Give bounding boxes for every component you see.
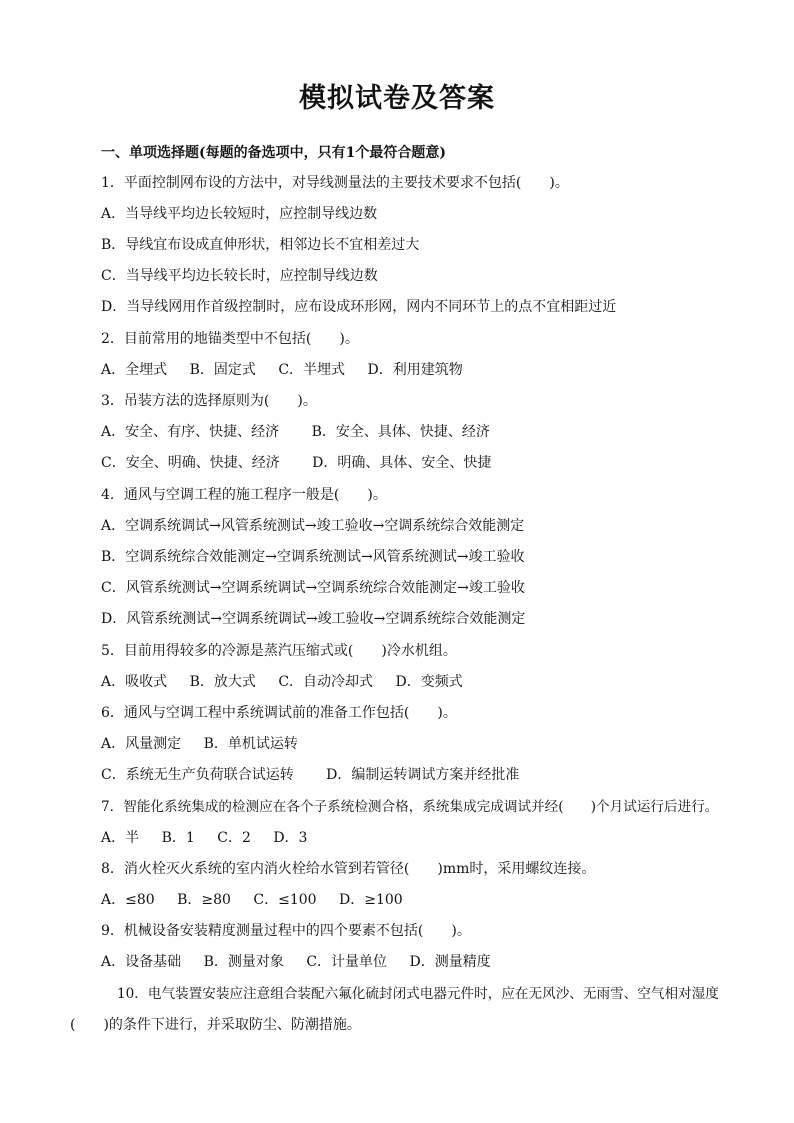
question-3-option-d: D．明确、具体、安全、快捷 [312, 455, 492, 471]
question-5-option-c: C．自动冷却式 [278, 674, 374, 690]
question-8-option-d: D．≥100 [339, 892, 403, 908]
question-5-option-b: B．放大式 [189, 674, 256, 690]
question-10-stem-line-1: 10．电气装置安装应注意组合装配六氟化硫封闭式电器元件时，应在无风沙、无雨雪、空气相对湿度 [117, 986, 719, 1002]
question-4-option-d: D．风管系统测试→空调系统调试→竣工验收→空调系统综合效能测定 [101, 611, 526, 627]
question-6-options-cd [101, 765, 519, 785]
question-9-stem: 9．机械设备安装精度测量过程中的四个要素不包括( )。 [101, 923, 471, 939]
question-5-option-a: A．吸收式 [101, 674, 168, 690]
question-3-options-ab [101, 422, 490, 442]
question-2-option-c: C．半埋式 [278, 362, 346, 378]
question-7-option-a: A．半 [101, 830, 140, 846]
question-1-option-d: D．当导线网用作首级控制时，应布设成环形网，网内不同环节上的点不宜相距过近 [101, 299, 617, 315]
question-5-stem: 5．目前用得较多的冷源是蒸汽压缩式或( )冷水机组。 [101, 643, 457, 659]
question-8-option-b: B．≥80 [177, 892, 231, 908]
question-6-option-a: A．风量测定 [101, 736, 182, 752]
question-4-option-a: A．空调系统调试→风管系统测试→竣工验收→空调系统综合效能测定 [101, 518, 525, 534]
question-6-option-d: D．编制运转调试方案并经批准 [326, 767, 520, 783]
question-1-option-a: A．当导线平均边长较短时，应控制导线边数 [101, 206, 378, 222]
question-9-option-c: C．计量单位 [306, 954, 388, 970]
question-1-option-b: B．导线宜布设成直伸形状，相邻边长不宜相差过大 [101, 237, 420, 253]
question-7-options [101, 828, 307, 848]
question-3-option-c: C．安全、明确、快捷、经济 [101, 455, 280, 471]
question-3-option-b: B．安全、具体、快捷、经济 [311, 424, 490, 440]
question-8-option-c: C．≤100 [253, 892, 317, 908]
question-9-options [101, 952, 491, 972]
question-7-option-c: C．2 [217, 830, 251, 846]
question-7-option-b: B．1 [161, 830, 195, 846]
question-9-option-b: B．测量对象 [203, 954, 284, 970]
question-8-stem: 8．消火栓灭火系统的室内消火栓给水管到若管径( )mm时，采用螺纹连接。 [101, 861, 596, 877]
question-7-stem: 7．智能化系统集成的检测应在各个子系统检测合格，系统集成完成调试并经( )个月试运行后进行。 [101, 799, 719, 815]
question-2-stem: 2．目前常用的地锚类型中不包括( )。 [101, 331, 359, 347]
question-4-option-b: B．空调系统综合效能测定→空调系统测试→风管系统测试→竣工验收 [101, 549, 525, 565]
page-title: 模拟试卷及答案 [299, 83, 495, 114]
question-5-option-d: D．变频式 [395, 674, 463, 690]
question-2-option-b: B．固定式 [189, 362, 256, 378]
question-4-stem: 4．通风与空调工程的施工程序一般是( )。 [101, 487, 387, 503]
question-2-options [101, 360, 463, 380]
question-2-option-d: D．利用建筑物 [367, 362, 463, 378]
question-6-options-ab [101, 734, 298, 754]
question-6-option-b: B．单机试运转 [203, 736, 298, 752]
question-1-stem: 1．平面控制网布设的方法中，对导线测量法的主要技术要求不包括( )。 [101, 175, 569, 191]
question-2-option-a: A．全埋式 [101, 362, 168, 378]
question-8-option-a: A．≤80 [101, 892, 155, 908]
question-8-options [101, 890, 403, 910]
question-6-stem: 6．通风与空调工程中系统调试前的准备工作包括( )。 [101, 705, 457, 721]
question-5-options [101, 672, 463, 692]
question-10-stem-line-2: ( )的条件下进行，并采取防尘、防潮措施。 [70, 1017, 361, 1033]
question-3-stem: 3．吊装方法的选择原则为( )。 [101, 393, 317, 409]
question-4-option-c: C．风管系统测试→空调系统调试→空调系统综合效能测定→竣工验收 [101, 580, 525, 596]
question-1-option-c: C．当导线平均边长较长时，应控制导线边数 [101, 268, 378, 284]
question-3-options-cd [101, 453, 491, 473]
question-9-option-a: A．设备基础 [101, 954, 182, 970]
section-heading: 一、单项选择题(每题的备选项中，只有1个最符合题意) [101, 145, 446, 161]
question-3-option-a: A．安全、有序、快捷、经济 [101, 424, 280, 440]
question-6-option-c: C．系统无生产负荷联合试运转 [101, 767, 294, 783]
question-7-option-d: D．3 [273, 830, 308, 846]
question-9-option-d: D．测量精度 [409, 954, 491, 970]
